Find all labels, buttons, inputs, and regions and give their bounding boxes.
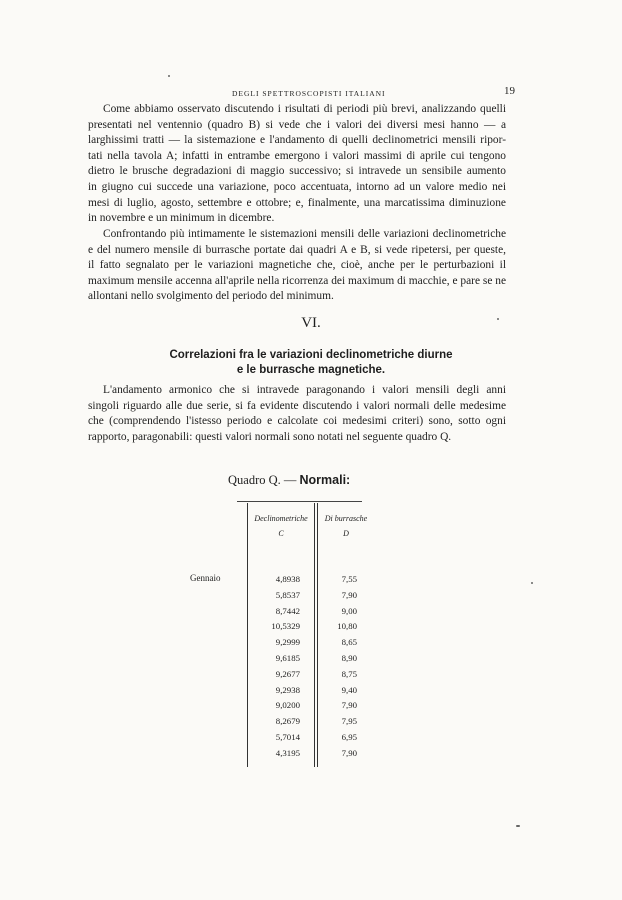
table-cell-d: 7,90 [341,747,357,758]
text-line: allontani nello svolgimento del periodo del minimum. [88,290,334,303]
column-header-c: Declinometriche [254,514,308,523]
section-title-line: e le burrasche magnetiche. [236,364,386,376]
table-cell-d: 7,90 [341,589,357,600]
table-cell-d: 8,65 [341,637,357,648]
table-divider [314,503,315,767]
table-cell-c: 9,2999 [275,637,300,648]
table-cell-c: 5,8537 [275,589,300,600]
table-top-rule [237,501,362,502]
table-cell-d: 7,55 [341,574,357,584]
column-header-d: Di burrasche [324,514,368,523]
table-divider [247,503,248,767]
text-line: dietro le brusche degradazioni di maggio successivo; si intravede un sensibile aumento [88,165,506,178]
column-letter-c: C [278,529,284,538]
text-line: in novembre e un minimum in dicembre. [88,212,275,225]
text-line: il fatto segnalato per le variazioni magnetiche che, cioè, anche per le perturbazioni il [88,259,506,272]
table-cell-d: 9,00 [341,605,357,616]
table-cell-d: 8,75 [341,668,357,679]
table-cell-c: 8,7442 [275,605,300,616]
table-cell-c: 9,2938 [275,684,300,695]
section-number: VI. [301,315,321,331]
table-cell-c: 4,3195 [275,747,300,758]
table-title-prefix: Quadro Q. — [228,473,297,487]
text-line: presentati nel ventennio (quadro B) si vede che i valori dei diversi mesi hanno — a [88,118,506,131]
column-letter-d: D [343,529,349,538]
paper-speck [497,318,499,320]
text-line: larghissimi tratti — la sistemazione e l'andamento di quelli declinometrici mensili ripor- [88,134,506,147]
text-line: singoli riguardo alle due serie, si fa evidente discutendo i valori normali delle medesime [88,399,506,412]
running-head: DEGLI SPETTROSCOPISTI ITALIANI [232,89,386,98]
paragraph-3 [88,383,506,445]
text-line: rapporto, paragonabili: questi valori normali sono notati nel seguente quadro Q. [88,430,452,443]
paragraph-1 [88,102,506,227]
page-number: 19 [504,85,515,97]
paper-speck [168,75,170,77]
table-cell-d: 6,95 [341,732,357,742]
table-title [228,473,350,488]
text-line: in giugno cui succede una variazione, poco accentuata, intorno ad un valore medio nei [88,180,506,193]
table-cell-d: 8,90 [341,653,357,663]
table-cell-d: 9,40 [341,684,357,695]
table-cell-d: 7,90 [341,700,357,711]
text-line: tati nella tavola A; infatti in entrambe emergono i valori massimi di aprile cui tengono [88,149,506,162]
row-label: Gennaio [190,573,221,583]
text-line: Confrontando più intimamente le sistemazioni mensili delle variazioni declinometriche [103,228,506,240]
table-cell-c: 10,5329 [271,621,300,632]
paper-speck [531,582,533,584]
text-line: e del numero mensile di burrasche portate dai quadri A e B, si vede ripetersi, per queste, [88,243,506,256]
text-line: mesi di luglio, agosto, settembre e ottobre; e, finalmente, una marcatissima diminuzione [88,196,506,209]
section-title-line: Correlazioni fra le variazioni declinometriche diurne [169,349,453,361]
paragraph-2 [88,227,506,305]
table-cell-c: 9,0200 [275,700,300,711]
text-line: che (comprendendo l'istesso periodo e calcolate coi medesimi criteri) sono, sotto ogni [88,415,506,428]
table-title-bold: Normali: [299,473,351,487]
table-cell-c: 9,2677 [275,668,300,679]
text-line: L'andamento armonico che si intravede paragonando i valori mensili degli anni [103,384,506,396]
table-cell-d: 7,95 [341,716,357,727]
section-title [0,348,622,378]
table-cell-c: 8,2679 [275,716,300,727]
text-line: maximum mensile accenna all'aprile nella ricorrenza dei maximum di macchie, e pare se ne [88,274,506,287]
table-divider [317,503,318,767]
table-cell-c: 4,8938 [275,574,300,584]
table-cell-c: 9,6185 [275,653,300,663]
paper-speck [516,825,520,827]
text-line: Come abbiamo osservato discutendo i risultati di periodi più brevi, analizzando quelli [103,103,506,115]
table-cell-d: 10,80 [337,621,357,632]
table-cell-c: 5,7014 [275,732,300,742]
